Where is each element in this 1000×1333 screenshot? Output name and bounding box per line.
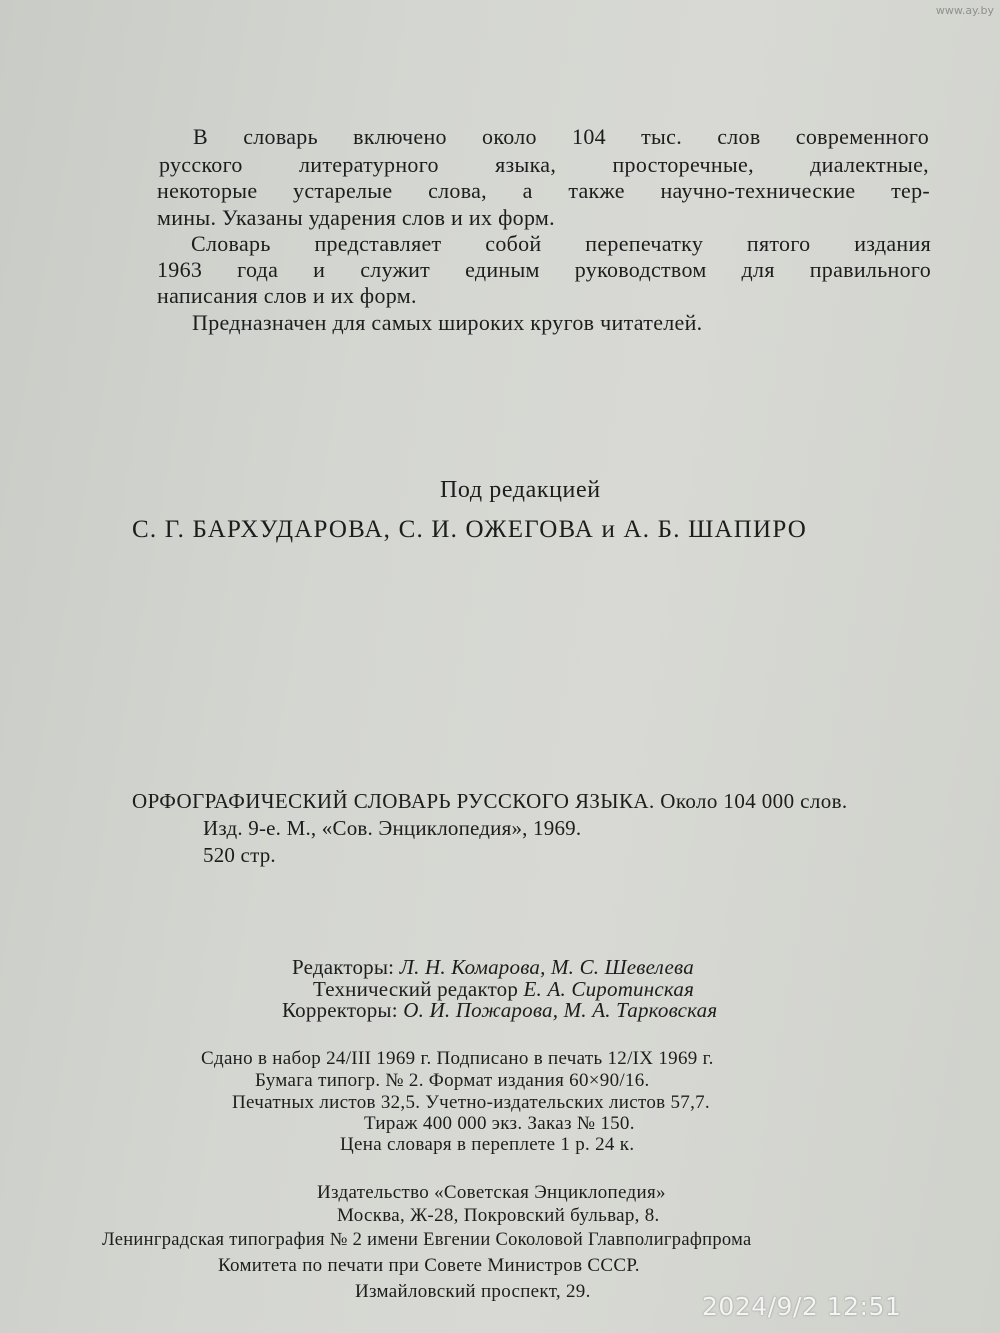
annotation-line: Предназначен для самых широких кругов читателей. bbox=[192, 310, 703, 335]
staff-editors-label: Редакторы: bbox=[292, 955, 400, 979]
bibliography-edition: Изд. 9-е. М., «Сов. Энциклопедия», 1969. bbox=[203, 816, 582, 840]
printer-line-1: Ленинградская типография № 2 имени Евгении Соколовой Главполиграфпрома bbox=[102, 1230, 752, 1250]
printer-line-2: Комитета по печати при Совете Министров СССР. bbox=[218, 1255, 640, 1276]
annotation-line: русского литературного языка, просторечные, диалектные, bbox=[159, 152, 929, 177]
annotation-line: мины. Указаны ударения слов и их форм. bbox=[157, 205, 555, 230]
printer-line-3: Измайловский проспект, 29. bbox=[355, 1281, 591, 1302]
staff-tech-editor bbox=[313, 979, 694, 1000]
publisher-address: Москва, Ж-28, Покровский бульвар, 8. bbox=[337, 1205, 660, 1226]
annotation-line: В словарь включено около 104 тыс. слов современного bbox=[193, 124, 929, 149]
print-data-line: Сдано в набор 24/III 1969 г. Подписано в печать 12/IX 1969 г. bbox=[201, 1048, 714, 1069]
staff-proof-names: О. И. Пожарова, М. А. Тарковская bbox=[403, 998, 718, 1022]
annotation-line: 1963 года и служит единым руководством для правильного bbox=[157, 257, 931, 282]
bibliography-title: ОРФОГРАФИЧЕСКИЙ СЛОВАРЬ РУССКОГО ЯЗЫКА. Около 104 000 слов. bbox=[132, 789, 848, 813]
print-data-line: Тираж 400 000 экз. Заказ № 150. bbox=[364, 1113, 635, 1134]
staff-editors-names: Л. Н. Комарова, М. С. Шевелева bbox=[399, 955, 694, 979]
staff-tech-label: Технический редактор bbox=[313, 977, 524, 1001]
editors-label: Под редакцией bbox=[440, 477, 601, 503]
watermark: www.ay.by bbox=[935, 4, 994, 17]
editors-names: С. Г. БАРХУДАРОВА, С. И. ОЖЕГОВА и А. Б. ШАПИРО bbox=[132, 516, 807, 543]
print-data-line: Бумага типогр. № 2. Формат издания 60×90/16. bbox=[255, 1070, 650, 1091]
staff-proof-label: Корректоры: bbox=[282, 998, 404, 1022]
publisher-name: Издательство «Советская Энциклопедия» bbox=[317, 1182, 666, 1203]
print-data-line: Печатных листов 32,5. Учетно-издательских листов 57,7. bbox=[232, 1092, 710, 1113]
staff-editors bbox=[292, 957, 694, 978]
staff-tech-name: Е. А. Сиротинская bbox=[523, 977, 695, 1001]
photo-timestamp: 2024/9/2 12:51 bbox=[702, 1292, 902, 1321]
annotation-line: Словарь представляет собой перепечатку пятого издания bbox=[191, 231, 931, 256]
print-data-line: Цена словаря в переплете 1 р. 24 к. bbox=[340, 1134, 635, 1155]
annotation-line: некоторые устарелые слова, а также научно-технические тер- bbox=[157, 178, 930, 203]
annotation-line: написания слов и их форм. bbox=[157, 283, 417, 308]
staff-proofreaders bbox=[282, 1000, 717, 1021]
bibliography-pages: 520 стр. bbox=[203, 843, 276, 867]
